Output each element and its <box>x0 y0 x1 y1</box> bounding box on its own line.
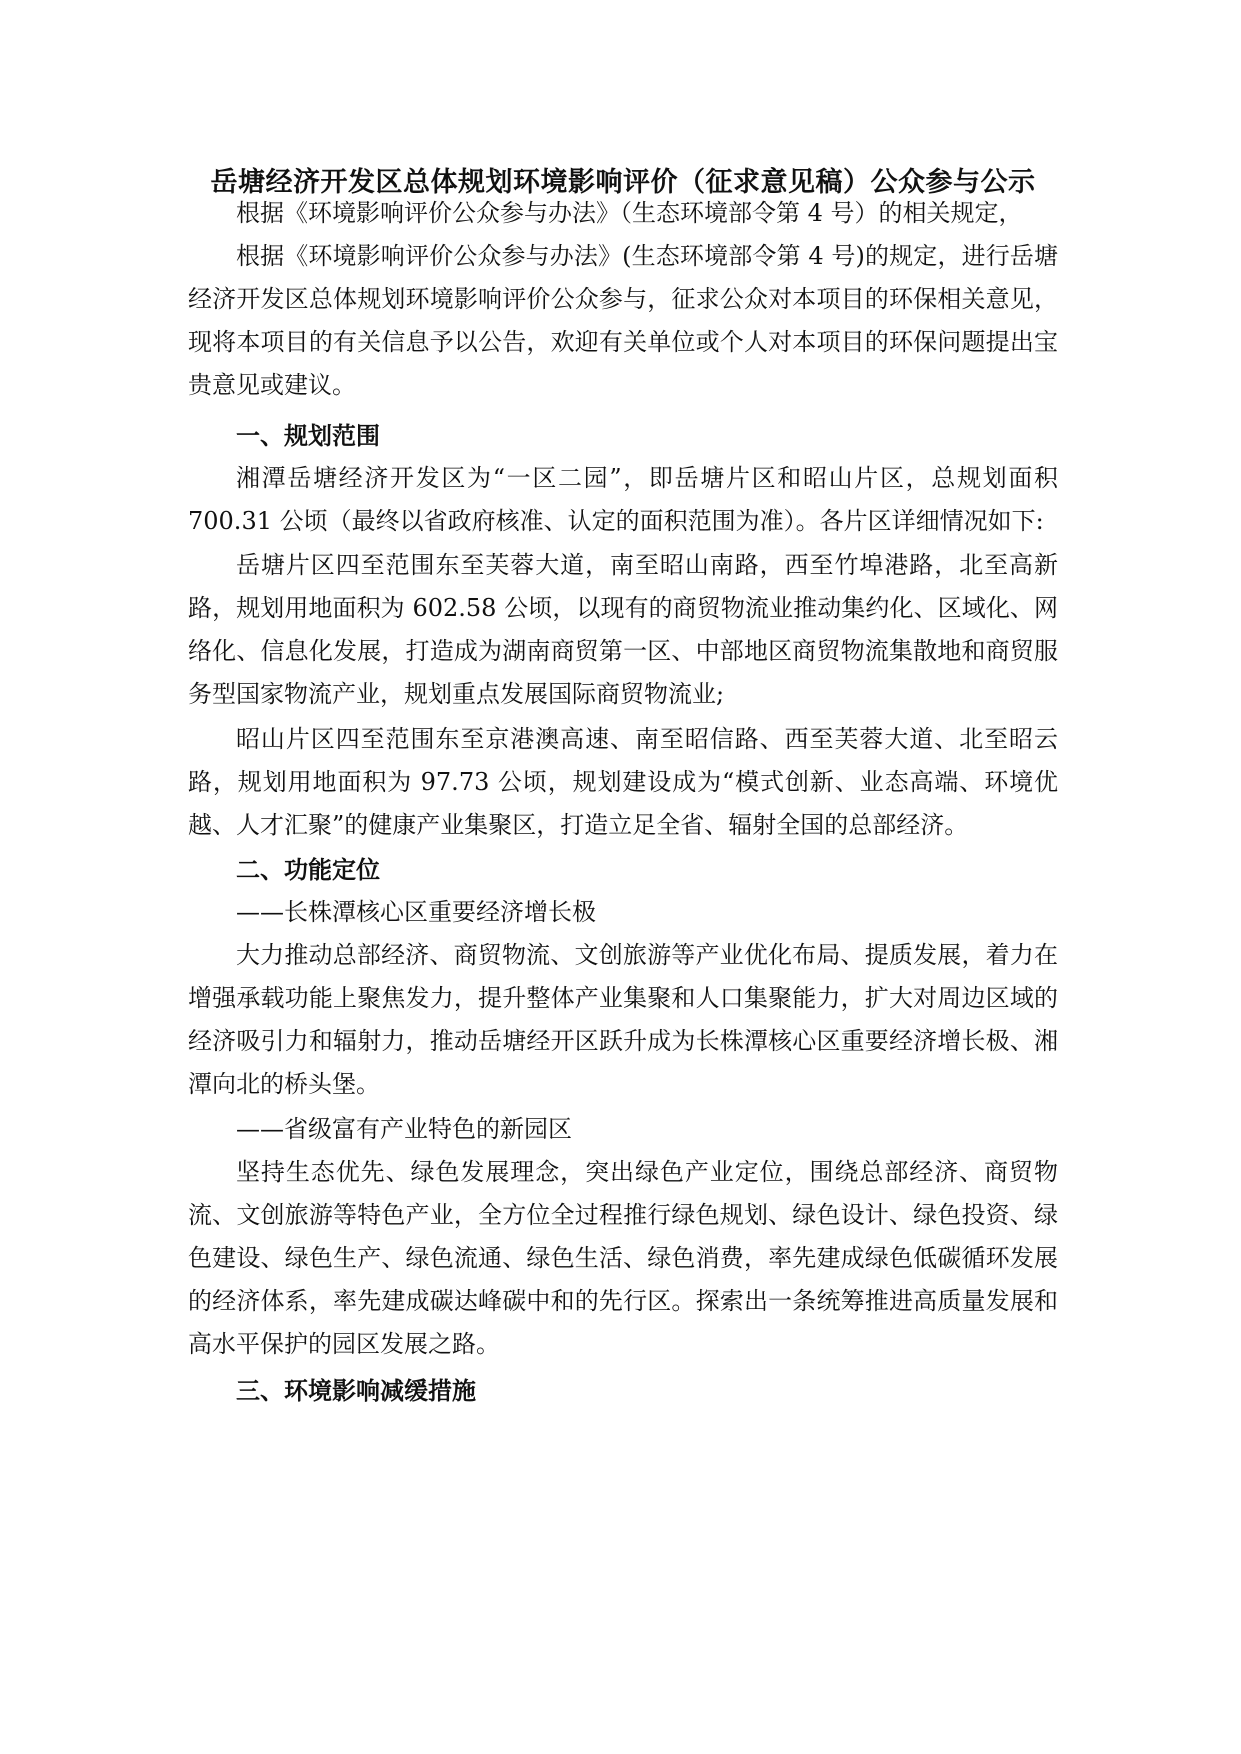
section-heading-scope: 一、规划范围 <box>236 421 380 450</box>
positioning-subtitle-growth-pole: ——长株潭核心区重要经济增长极 <box>236 898 596 926</box>
scope-paragraph-overview: 湘潭岳塘经济开发区为“一区二园”，即岳塘片区和昭山片区，总规划面积 700.31 公顷（最终以省政府核准、认定的面积范围为准）。各片区详细情况如下: <box>188 464 1058 535</box>
positioning-paragraph-new-park: 坚持生态优先、绿色发展理念，突出绿色产业定位，围绕总部经济、商贸物流、文创旅游等特色产业，全方位全过程推行绿色规划、绿色设计、绿色投资、绿色建设、绿色生产、绿色流通、绿色生活、绿色消费，率先建成绿色低碳循环发展的经济体系，率先建成碳达峰碳中和的先行区。探索出一条统筹推进高质量发展和高水平保护的园区发展之路。 <box>188 1158 1058 1358</box>
section-heading-positioning: 二、功能定位 <box>236 855 380 884</box>
intro-line: 根据《环境影响评价公众参与办法》（生态环境部令第 4 号）的相关规定， <box>236 199 1023 227</box>
document-title: 岳塘经济开发区总体规划环境影响评价（征求意见稿）公众参与公示 <box>210 167 1036 198</box>
intro-paragraph: 根据《环境影响评价公众参与办法》(生态环境部令第 4 号)的规定，进行岳塘经济开发区总体规划环境影响评价公众参与，征求公众对本项目的环保相关意见，现将本项目的有关信息予以公告，欢迎有关单位或个人对本项目的环保问题提出宝贵意见或建议。 <box>188 242 1058 399</box>
positioning-subtitle-new-park: ——省级富有产业特色的新园区 <box>236 1115 572 1143</box>
scope-paragraph-yuetang: 岳塘片区四至范围东至芙蓉大道，南至昭山南路，西至竹埠港路，北至高新路，规划用地面积为 602.58 公顷，以现有的商贸物流业推动集约化、区域化、网络化、信息化发展，打造成为湖南商贸第一区、中部地区商贸物流集散地和商贸服务型国家物流产业，规划重点发展国际商贸物流业; <box>188 551 1058 708</box>
positioning-paragraph-growth-pole: 大力推动总部经济、商贸物流、文创旅游等产业优化布局、提质发展，着力在增强承载功能上聚焦发力，提升整体产业集聚和人口集聚能力，扩大对周边区域的经济吸引力和辐射力，推动岳塘经开区跃升成为长株潭核心区重要经济增长极、湘潭向北的桥头堡。 <box>188 941 1058 1098</box>
section-heading-mitigation: 三、环境影响减缓措施 <box>236 1376 476 1405</box>
scope-paragraph-zhaoshan: 昭山片区四至范围东至京港澳高速、南至昭信路、西至芙蓉大道、北至昭云路，规划用地面积为 97.73 公顷，规划建设成为“模式创新、业态高端、环境优越、人才汇聚”的健康产业集聚区，打造立足全省、辐射全国的总部经济。 <box>188 725 1058 839</box>
